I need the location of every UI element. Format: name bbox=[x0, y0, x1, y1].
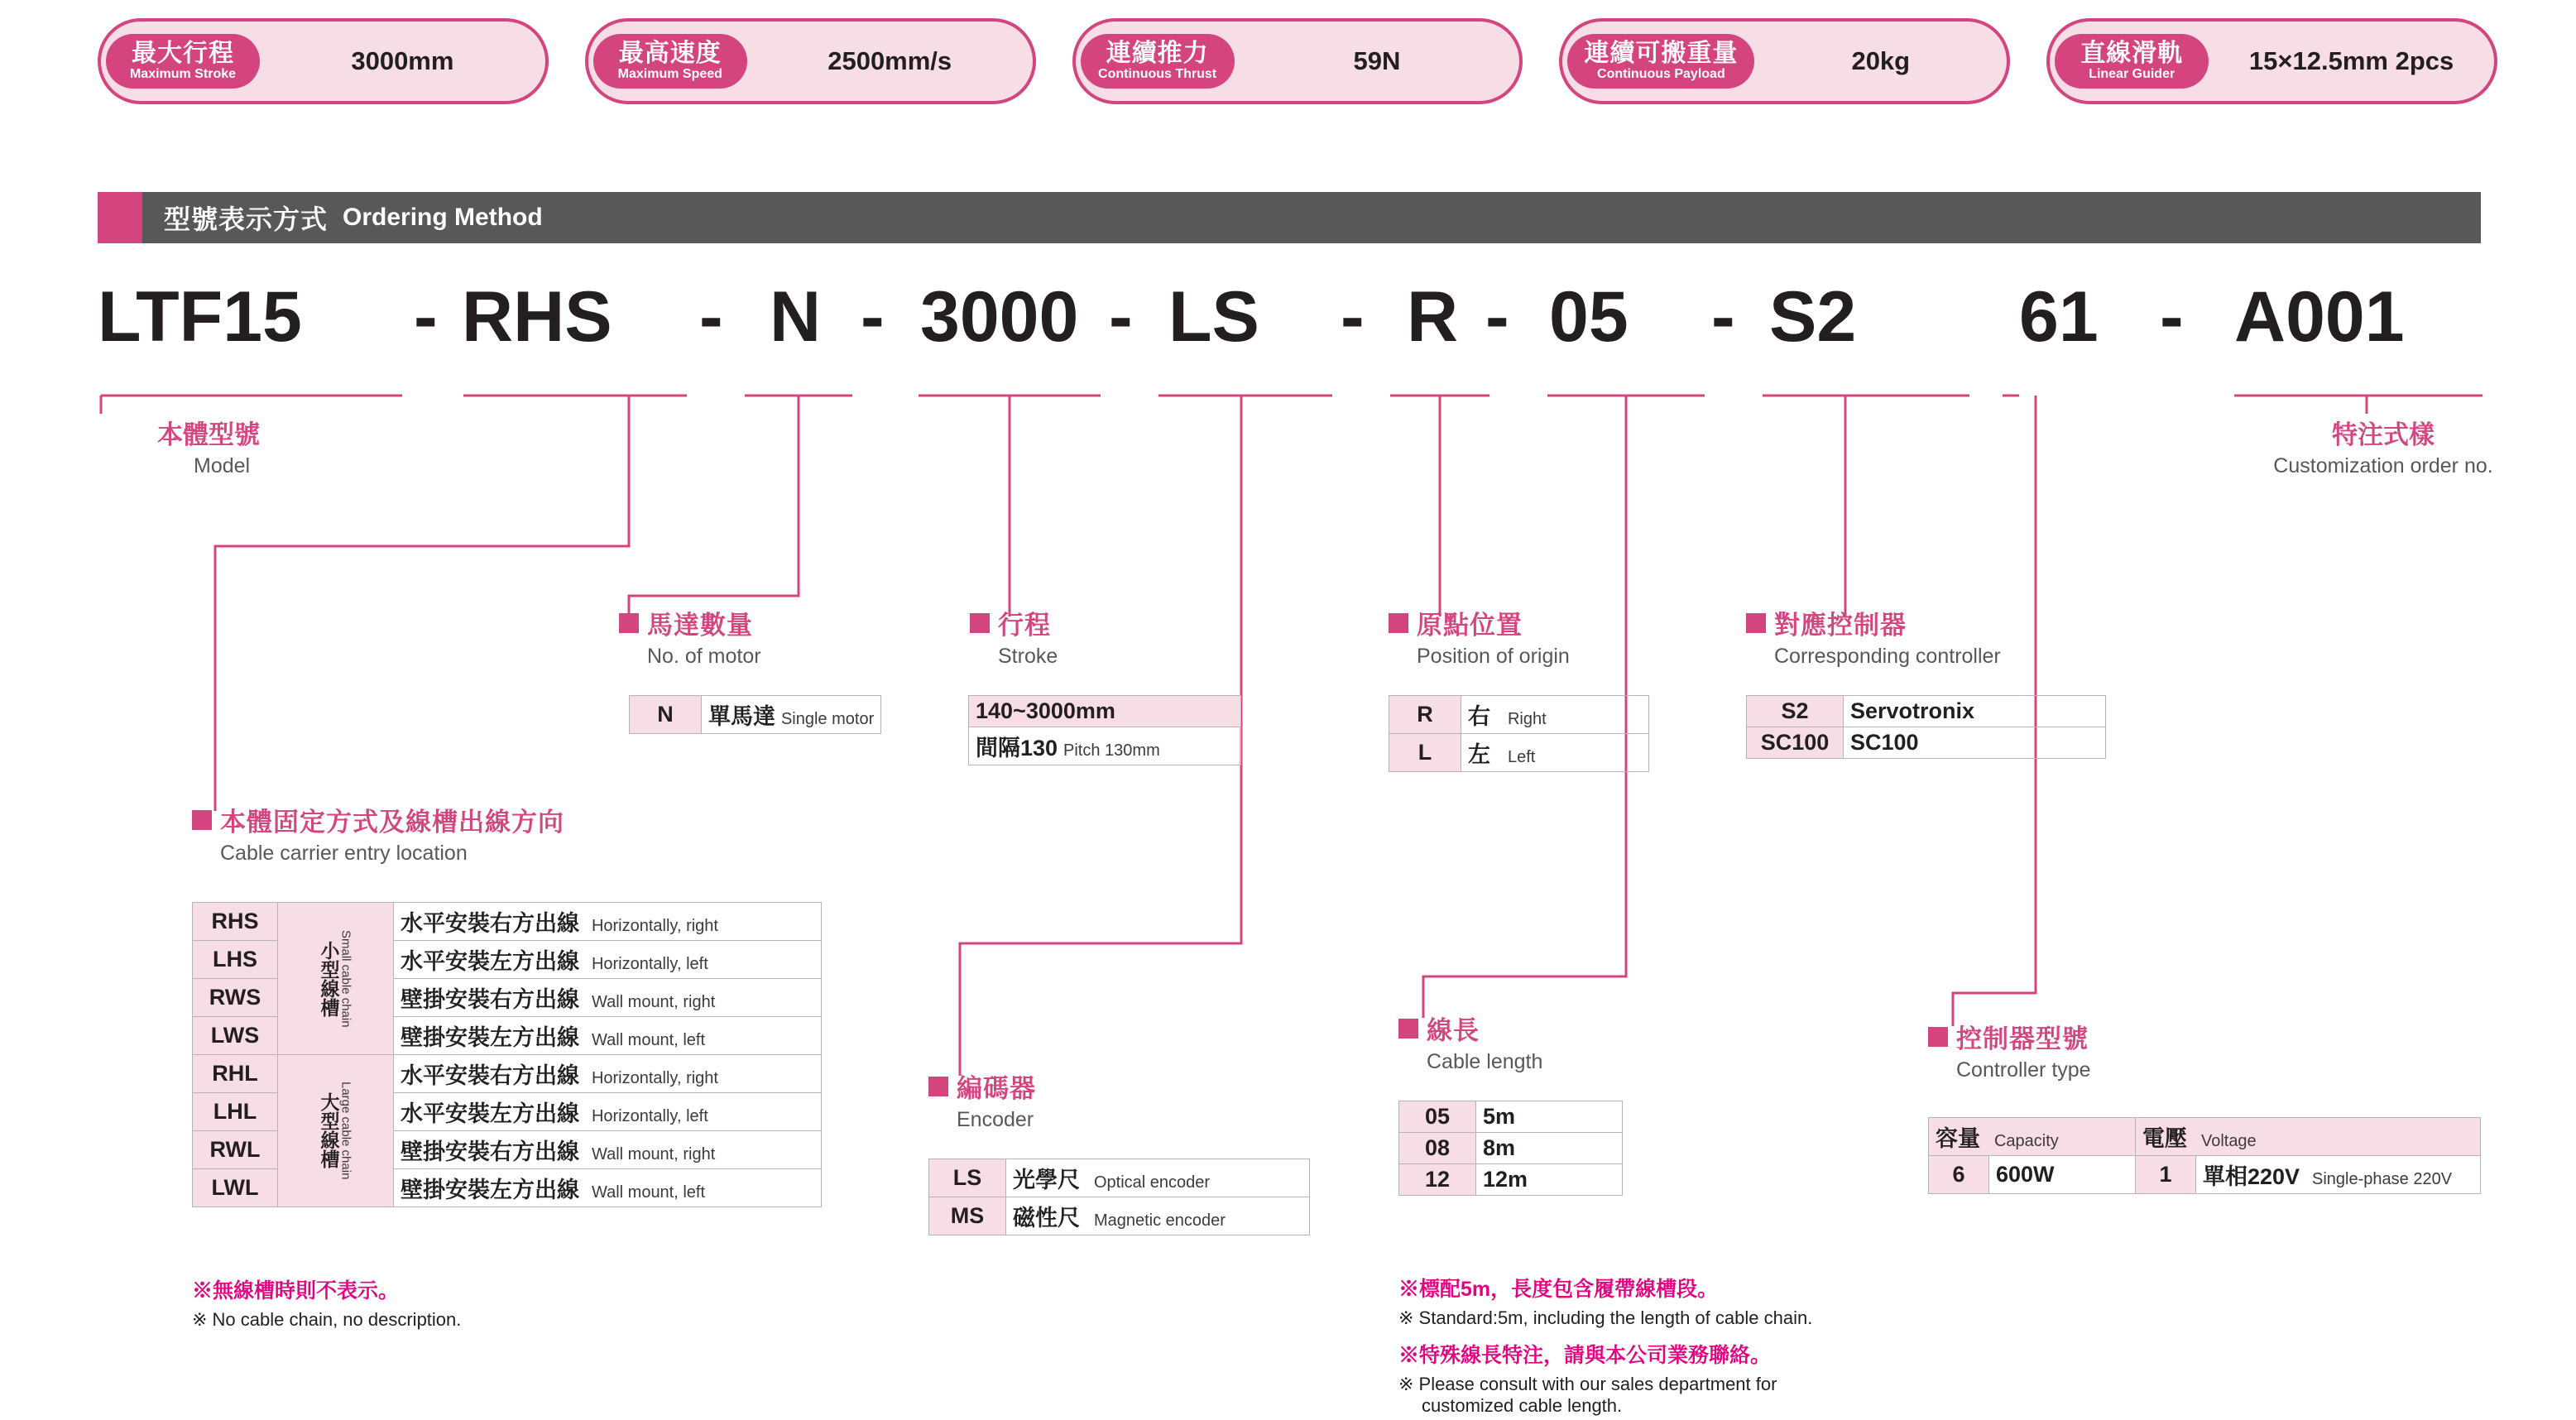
encoder-code: MS bbox=[929, 1197, 1006, 1235]
stroke-range: 140~3000mm bbox=[969, 696, 1241, 727]
spec-value: 2500mm/s bbox=[827, 46, 952, 75]
bullet-icon bbox=[928, 1077, 948, 1096]
voltage-code: 1 bbox=[2136, 1156, 2196, 1194]
code-sep: - bbox=[1109, 277, 1133, 357]
label-controller bbox=[1746, 604, 2001, 669]
label-cable-length-zh: 線長 bbox=[1427, 1016, 1480, 1045]
label-stroke-zh: 行程 bbox=[998, 611, 1051, 640]
label-origin-zh: 原點位置 bbox=[1417, 611, 1523, 640]
entry-code: RWS bbox=[193, 979, 278, 1017]
spec-label bbox=[2055, 34, 2209, 89]
spec-label-zh: 直線滑軌 bbox=[2080, 39, 2184, 67]
entry-code: LHS bbox=[193, 941, 278, 979]
label-encoder bbox=[928, 1067, 1036, 1132]
table-row bbox=[1399, 1133, 1623, 1164]
table-row bbox=[1389, 734, 1649, 772]
code-part-origin: R bbox=[1407, 277, 1459, 357]
capacity-value: 600W bbox=[1989, 1156, 2136, 1194]
label-cable-length-en: Cable length bbox=[1427, 1050, 1543, 1073]
code-part-controller-type: 61 bbox=[2019, 277, 2099, 357]
encoder-code: LS bbox=[929, 1159, 1006, 1197]
entry-code: LHL bbox=[193, 1093, 278, 1131]
code-sep: - bbox=[2160, 277, 2184, 357]
entry-code: RHL bbox=[193, 1055, 278, 1093]
spec-label-en: Maximum Stroke bbox=[129, 67, 237, 82]
table-stroke bbox=[968, 695, 1241, 765]
code-part-custom: A001 bbox=[2234, 277, 2405, 357]
spec-label bbox=[593, 34, 747, 89]
spec-label-en: Linear Guider bbox=[2089, 67, 2175, 82]
motor-code: N bbox=[630, 696, 702, 734]
entry-code: RWL bbox=[193, 1131, 278, 1169]
entry-desc: 壁掛安裝右方出線 Wall mount, right bbox=[394, 1131, 822, 1169]
spec-item bbox=[585, 18, 1036, 104]
code-sep: - bbox=[1341, 277, 1365, 357]
spec-item bbox=[2046, 18, 2497, 104]
label-cable-entry-en: Cable carrier entry location bbox=[220, 842, 468, 865]
bullet-icon bbox=[970, 613, 990, 633]
code-sep: - bbox=[699, 277, 723, 357]
section-header bbox=[98, 192, 2481, 243]
controller-code: SC100 bbox=[1747, 727, 1844, 759]
table-row bbox=[1747, 727, 2106, 759]
entry-code: LWL bbox=[193, 1169, 278, 1207]
label-controller-type bbox=[1928, 1018, 2091, 1082]
label-encoder-en: Encoder bbox=[957, 1108, 1034, 1131]
bullet-icon bbox=[1398, 1019, 1418, 1039]
label-encoder-zh: 編碼器 bbox=[957, 1074, 1036, 1103]
table-row bbox=[969, 696, 1241, 727]
code-part-cable-length: 05 bbox=[1549, 277, 1629, 357]
encoder-desc: 磁性尺 Magnetic encoder bbox=[1006, 1197, 1310, 1235]
spec-label-zh: 連續可搬重量 bbox=[1584, 39, 1739, 67]
cable-entry-note-zh: ※無線槽時則不表示。 bbox=[192, 1279, 400, 1302]
code-part-model: LTF15 bbox=[98, 277, 302, 357]
spec-label-zh: 最大行程 bbox=[132, 39, 234, 67]
label-model bbox=[157, 414, 260, 478]
motor-desc: 單馬達 Single motor bbox=[702, 696, 881, 734]
spec-value: 15×12.5mm 2pcs bbox=[2248, 46, 2454, 75]
table-row bbox=[929, 1197, 1310, 1235]
spec-value: 59N bbox=[1353, 46, 1401, 75]
table-row bbox=[1399, 1164, 1623, 1196]
table-row bbox=[1747, 696, 2106, 727]
table-header-row bbox=[1929, 1118, 2481, 1156]
label-cable-length bbox=[1398, 1010, 1542, 1074]
table-row bbox=[1399, 1101, 1623, 1133]
label-customization bbox=[2168, 414, 2576, 478]
entry-group-small: 小型線槽 Small cable chain bbox=[278, 903, 394, 1055]
entry-desc: 壁掛安裝左方出線 Wall mount, left bbox=[394, 1017, 822, 1055]
spec-item bbox=[1559, 18, 2010, 104]
spec-value: 20kg bbox=[1851, 46, 1911, 75]
spec-label-zh: 最高速度 bbox=[618, 39, 722, 67]
label-cable-entry-zh: 本體固定方式及線槽出線方向 bbox=[220, 808, 564, 837]
table-row bbox=[193, 903, 822, 941]
spec-label bbox=[106, 34, 260, 89]
section-title-en: Ordering Method bbox=[343, 204, 543, 231]
cable-length-note2-en: ※ Please consult with our sales department for bbox=[1398, 1374, 1777, 1394]
spec-label-zh: 連續推力 bbox=[1106, 39, 1209, 67]
controller-name: Servotronix bbox=[1844, 696, 2106, 727]
table-encoder bbox=[928, 1159, 1310, 1235]
stroke-pitch: 間隔130 Pitch 130mm bbox=[969, 727, 1241, 765]
label-controller-zh: 對應控制器 bbox=[1774, 611, 1907, 640]
table-motor-count bbox=[629, 695, 881, 734]
label-motor-count-zh: 馬達數量 bbox=[647, 611, 753, 640]
bullet-icon bbox=[1928, 1027, 1948, 1047]
code-part-encoder: LS bbox=[1168, 277, 1259, 357]
spec-pill-row bbox=[98, 18, 2497, 118]
label-model-en: Model bbox=[194, 454, 251, 477]
entry-desc: 壁掛安裝右方出線 Wall mount, right bbox=[394, 979, 822, 1017]
spec-label bbox=[1081, 34, 1235, 89]
voltage-value: 單相220V Single-phase 220V bbox=[2196, 1156, 2481, 1194]
controller-code: S2 bbox=[1747, 696, 1844, 727]
spec-label-en: Maximum Speed bbox=[617, 67, 722, 82]
cable-length-value: 8m bbox=[1476, 1133, 1623, 1164]
code-part-controller: S2 bbox=[1769, 277, 1857, 357]
cable-length-value: 12m bbox=[1476, 1164, 1623, 1196]
header-voltage: 電壓 Voltage bbox=[2136, 1118, 2481, 1156]
label-motor-count bbox=[619, 604, 761, 669]
table-controller-type bbox=[1928, 1117, 2481, 1194]
table-row bbox=[193, 1055, 822, 1093]
bullet-icon bbox=[192, 810, 212, 830]
label-stroke bbox=[970, 604, 1058, 669]
cable-entry-note bbox=[192, 1274, 461, 1331]
entry-group-large: 大型線槽 Large cable chain bbox=[278, 1055, 394, 1207]
table-controller bbox=[1746, 695, 2106, 759]
entry-desc: 水平安裝左方出線 Horizontally, left bbox=[394, 941, 822, 979]
origin-code: R bbox=[1389, 696, 1461, 734]
spec-item bbox=[98, 18, 549, 104]
table-row bbox=[630, 696, 881, 734]
cable-length-value: 5m bbox=[1476, 1101, 1623, 1133]
encoder-desc: 光學尺 Optical encoder bbox=[1006, 1159, 1310, 1197]
cable-entry-note-en: ※ No cable chain, no description. bbox=[192, 1309, 462, 1330]
cable-length-code: 12 bbox=[1399, 1164, 1476, 1196]
cable-length-code: 05 bbox=[1399, 1101, 1476, 1133]
cable-length-code: 08 bbox=[1399, 1133, 1476, 1164]
table-row bbox=[1389, 696, 1649, 734]
code-part-motor: N bbox=[770, 277, 822, 357]
spec-value: 3000mm bbox=[351, 46, 454, 75]
spec-label bbox=[1567, 34, 1754, 89]
bullet-icon bbox=[1389, 613, 1408, 633]
cable-length-note1-zh: ※標配5m，長度包含履帶線槽段。 bbox=[1398, 1278, 1719, 1301]
bullet-icon bbox=[1746, 613, 1766, 633]
table-cable-length bbox=[1398, 1101, 1623, 1196]
header-capacity: 容量 Capacity bbox=[1929, 1118, 2136, 1156]
code-sep: - bbox=[861, 277, 885, 357]
spec-item bbox=[1072, 18, 1523, 104]
entry-desc: 水平安裝右方出線 Horizontally, right bbox=[394, 1055, 822, 1093]
label-cable-entry bbox=[192, 801, 564, 866]
label-customization-zh: 特注式樣 bbox=[2332, 420, 2434, 449]
label-controller-type-zh: 控制器型號 bbox=[1956, 1024, 2089, 1053]
label-origin-en: Position of origin bbox=[1417, 645, 1570, 668]
cable-length-notes bbox=[1398, 1273, 1812, 1417]
cable-length-note2-en2: customized cable length. bbox=[1422, 1395, 1623, 1416]
table-row bbox=[969, 727, 1241, 765]
table-row bbox=[1929, 1156, 2481, 1194]
bullet-icon bbox=[619, 613, 639, 633]
table-row bbox=[929, 1159, 1310, 1197]
entry-desc: 水平安裝右方出線 Horizontally, right bbox=[394, 903, 822, 941]
code-part-entry: RHS bbox=[462, 277, 612, 357]
label-controller-en: Corresponding controller bbox=[1774, 645, 2001, 668]
cable-length-note2-zh: ※特殊線長特注，請與本公司業務聯絡。 bbox=[1398, 1344, 1772, 1367]
table-cable-entry bbox=[192, 902, 822, 1207]
label-origin bbox=[1389, 604, 1570, 669]
capacity-code: 6 bbox=[1929, 1156, 1989, 1194]
label-stroke-en: Stroke bbox=[998, 645, 1058, 668]
code-sep: - bbox=[414, 277, 438, 357]
spec-label-en: Continuous Payload bbox=[1597, 67, 1725, 82]
code-sep: - bbox=[1485, 277, 1509, 357]
entry-code: LWS bbox=[193, 1017, 278, 1055]
label-controller-type-en: Controller type bbox=[1956, 1058, 2091, 1082]
table-origin bbox=[1389, 695, 1649, 772]
cable-length-note1-en: ※ Standard:5m, including the length of cable chain. bbox=[1398, 1307, 1813, 1328]
controller-name: SC100 bbox=[1844, 727, 2106, 759]
section-title-zh: 型號表示方式 bbox=[164, 204, 329, 234]
origin-desc: 右 Right bbox=[1461, 696, 1649, 734]
origin-code: L bbox=[1389, 734, 1461, 772]
entry-desc: 壁掛安裝左方出線 Wall mount, left bbox=[394, 1169, 822, 1207]
label-motor-count-en: No. of motor bbox=[647, 645, 761, 668]
label-customization-en: Customization order no. bbox=[2273, 454, 2493, 477]
code-part-stroke: 3000 bbox=[920, 277, 1079, 357]
spec-label-en: Continuous Thrust bbox=[1098, 67, 1217, 82]
label-model-zh: 本體型號 bbox=[157, 420, 260, 449]
origin-desc: 左 Left bbox=[1461, 734, 1649, 772]
section-marker-icon bbox=[98, 192, 142, 243]
entry-code: RHS bbox=[193, 903, 278, 941]
code-sep: - bbox=[1711, 277, 1735, 357]
entry-desc: 水平安裝左方出線 Horizontally, left bbox=[394, 1093, 822, 1131]
